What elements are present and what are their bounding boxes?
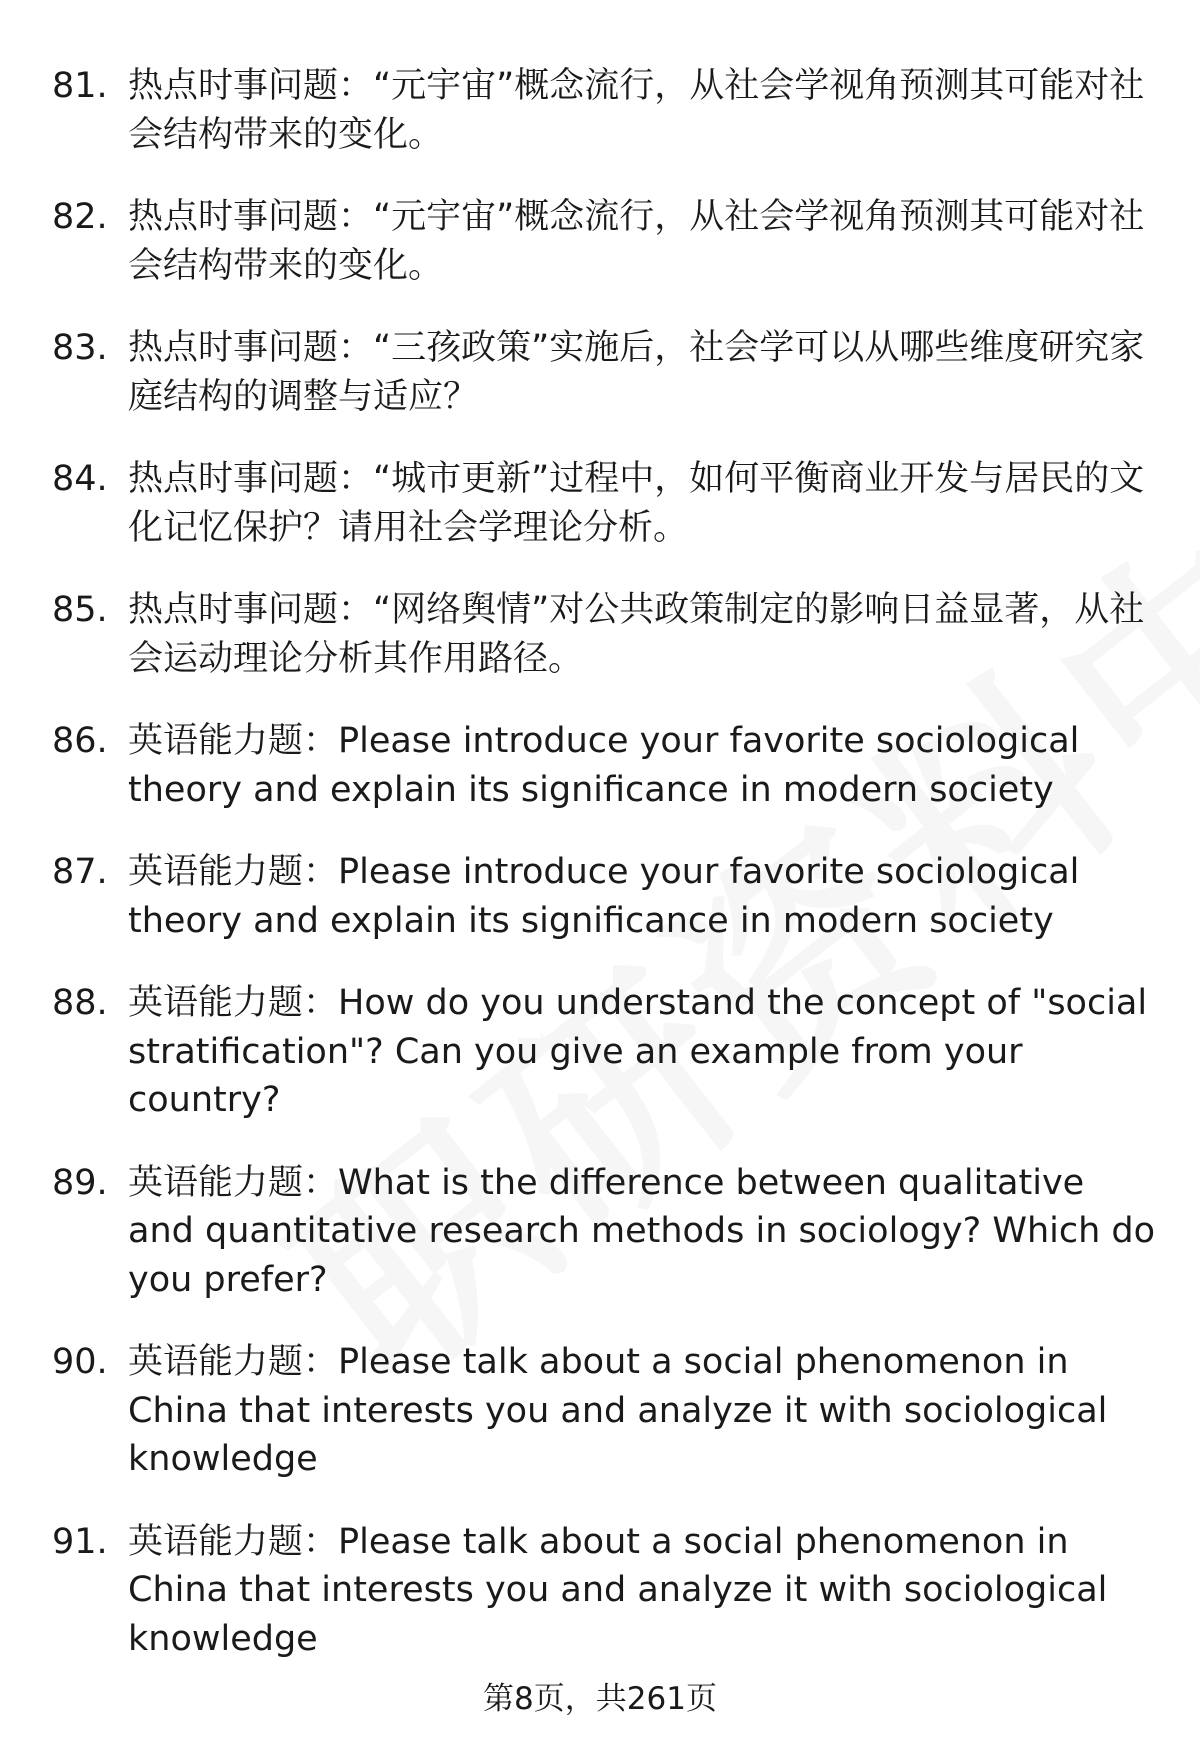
question-item [0, 62, 1200, 159]
question-item [0, 1338, 1200, 1484]
question-item [0, 979, 1200, 1125]
question-text: 英语能力题：Please talk about a social phenomenon in China that interests you and analyze it with sociological knowledge [128, 1342, 1108, 1479]
question-text: 热点时事问题：“城市更新”过程中，如何平衡商业开发与居民的文化记忆保护？请用社会学理论分析。 [128, 459, 1145, 548]
question-text: 英语能力题：Please introduce your favorite sociological theory and explain its significance in modern society [128, 852, 1080, 941]
question-number: 84. [52, 459, 108, 499]
question-item [0, 717, 1200, 814]
question-text: 英语能力题：Please introduce your favorite sociological theory and explain its significance in modern society [128, 721, 1080, 810]
question-text: 热点时事问题：“元宇宙”概念流行，从社会学视角预测其可能对社会结构带来的变化。 [128, 197, 1145, 286]
question-item [0, 848, 1200, 945]
question-text: 热点时事问题：“元宇宙”概念流行，从社会学视角预测其可能对社会结构带来的变化。 [128, 66, 1145, 155]
question-number: 89. [52, 1162, 108, 1203]
question-text: 英语能力题：What is the difference between qualitative and quantitative research methods in sociology? Which do you prefer? [128, 1162, 1156, 1300]
question-item [0, 1518, 1200, 1664]
page-footer [0, 1677, 1200, 1721]
question-number: 81. [52, 66, 108, 106]
question-text: 英语能力题：Please talk about a social phenomenon in China that interests you and analyze it with sociological knowledge [128, 1521, 1108, 1659]
question-number: 85. [52, 590, 108, 630]
question-item [0, 193, 1200, 290]
question-number: 86. [52, 721, 108, 761]
question-number: 87. [52, 852, 108, 892]
question-number: 91. [52, 1521, 108, 1562]
question-item [0, 455, 1200, 552]
question-item [0, 324, 1200, 421]
question-number: 88. [52, 983, 108, 1023]
question-number: 83. [52, 328, 108, 368]
question-text: 英语能力题：How do you understand the concept of "social stratification"? Can you give an example from your country? [128, 983, 1148, 1120]
question-item [0, 1159, 1200, 1305]
question-item [0, 586, 1200, 683]
question-text: 热点时事问题：“三孩政策”实施后，社会学可以从哪些维度研究家庭结构的调整与适应？ [128, 328, 1145, 417]
question-number: 82. [52, 197, 108, 237]
question-text: 热点时事问题：“网络舆情”对公共政策制定的影响日益显著，从社会运动理论分析其作用路径。 [128, 590, 1145, 679]
page-number-label: 第8页，共261页 [483, 1681, 717, 1717]
question-list [0, 62, 1200, 1697]
question-number: 90. [52, 1342, 108, 1382]
